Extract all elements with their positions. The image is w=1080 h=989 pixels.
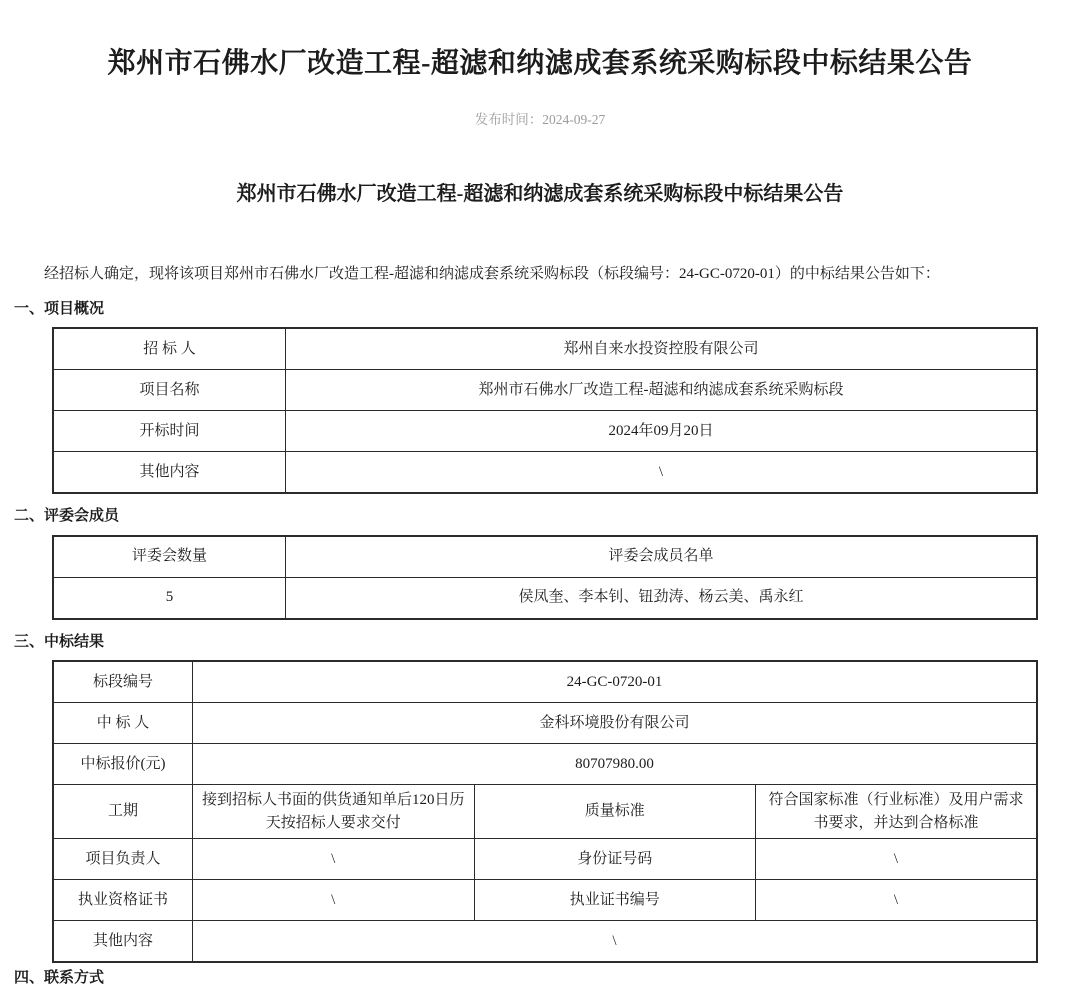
row-label: 工期: [53, 785, 193, 839]
row-label: 招 标 人: [53, 328, 286, 370]
row-value: \: [193, 921, 1038, 963]
announcement-page: [0, 46, 1080, 987]
row-label: 执业资格证书: [53, 880, 193, 921]
table-row: [53, 411, 1037, 452]
row-value: 符合国家标准（行业标准）及用户需求书要求，并达到合格标准: [756, 785, 1038, 839]
jury-count-header: 评委会数量: [53, 536, 286, 578]
row-label: 开标时间: [53, 411, 286, 452]
table-row: [53, 577, 1037, 619]
section1-heading: 一、项目概况: [14, 300, 105, 317]
row-value: 24-GC-0720-01: [193, 661, 1038, 703]
project-overview-table: [52, 327, 1038, 494]
document-title: 郑州市石佛水厂改造工程-超滤和纳滤成套系统采购标段中标结果公告: [236, 183, 844, 206]
row-value: \: [193, 880, 475, 921]
table-row: [53, 452, 1037, 494]
row-value: \: [756, 839, 1038, 880]
jury-names-header: 评委会成员名单: [286, 536, 1038, 578]
row-label: 身份证号码: [474, 839, 756, 880]
row-value: 接到招标人书面的供货通知单后120日历天按招标人要求交付: [193, 785, 475, 839]
intro-paragraph: 经招标人确定，现将该项目郑州市石佛水厂改造工程-超滤和纳滤成套系统采购标段（标段编号：24-GC-0720-01）的中标结果公告如下：: [44, 266, 940, 283]
table-row: [53, 744, 1037, 785]
row-value: 80707980.00: [193, 744, 1038, 785]
table-row: [53, 921, 1037, 963]
row-label: 质量标准: [474, 785, 756, 839]
row-label: 其他内容: [53, 452, 286, 494]
row-label: 其他内容: [53, 921, 193, 963]
row-value: 2024年09月20日: [286, 411, 1038, 452]
table-row: [53, 328, 1037, 370]
section3-heading: 三、中标结果: [14, 633, 105, 650]
row-value: 郑州市石佛水厂改造工程-超滤和纳滤成套系统采购标段: [286, 370, 1038, 411]
row-label: 执业证书编号: [474, 880, 756, 921]
row-value: 郑州自来水投资控股有限公司: [286, 328, 1038, 370]
row-value: \: [286, 452, 1038, 494]
table-row: [53, 839, 1037, 880]
row-value: \: [193, 839, 475, 880]
section4-heading-cutoff: 四、联系方式: [14, 970, 105, 987]
row-label: 中标报价(元): [53, 744, 193, 785]
table-row: [53, 661, 1037, 703]
row-label: 项目名称: [53, 370, 286, 411]
row-label: 项目负责人: [53, 839, 193, 880]
table-row: [53, 536, 1037, 578]
row-label: 标段编号: [53, 661, 193, 703]
row-value: 金科环境股份有限公司: [193, 703, 1038, 744]
section2-heading: 二、评委会成员: [14, 508, 120, 525]
table-row: [53, 880, 1037, 921]
jury-names-value: 侯凤奎、李本钊、钮劲涛、杨云美、禹永红: [286, 577, 1038, 619]
table-row: [53, 370, 1037, 411]
jury-table: [52, 535, 1038, 620]
jury-count-value: 5: [53, 577, 286, 619]
table-row: [53, 785, 1037, 839]
row-value: \: [756, 880, 1038, 921]
publish-time: 发布时间：2024-09-27: [474, 112, 606, 128]
row-label: 中 标 人: [53, 703, 193, 744]
table-row: [53, 703, 1037, 744]
page-title: 郑州市石佛水厂改造工程-超滤和纳滤成套系统采购标段中标结果公告: [107, 48, 973, 79]
bid-result-table: [52, 660, 1038, 963]
